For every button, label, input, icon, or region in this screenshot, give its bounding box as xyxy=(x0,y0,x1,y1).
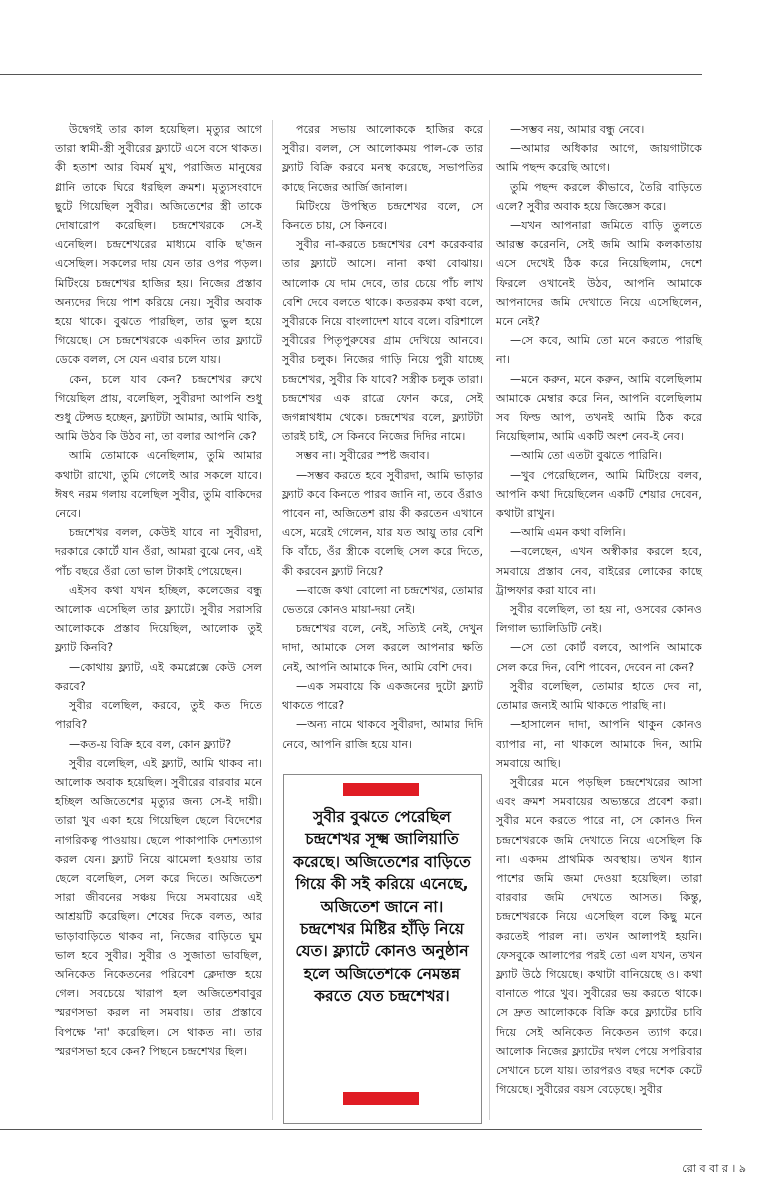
paragraph: —অন্য নামে থাকবে সুবীরদা, আমার দিদি নেবে, আপনি রাজি হয়ে যান। xyxy=(282,718,483,751)
paragraph: চন্দ্রশেখর বলল, কেউই যাবে না সুবীরদা, দরকারে কোর্টে যান ওঁরা, আমরা বুঝে নেব, এই পাঁচ বছরে ওঁরা তো ভাল টাকাই পেয়েছেন। xyxy=(55,526,262,578)
paragraph: সুবীর না-করতে চন্দ্রশেখর বেশ করেকবার তার ফ্ল্যাটে আসে। নানা কথা বোঝায়। আলোক যে দাম দেবে, তার চেয়ে পাঁচ লাখ বেশি দেবে বলতে থাকে। কতরকম কথা বলে, সুবীরকে নিয়ে বাংলাদেশ যাবে বলে। বরিশালে সুবীরের পিতৃপুরুষের গ্রাম দেখিয়ে আনবে। সুবীর চলুক। নিজের গাড়ি নিয়ে পুরী যাচ্ছে চন্দ্রশেখর, সুবীর কি যাবে? সস্ত্রীক চলুক তারা। চন্দ্রশেখর এক রাত্রে ফোন করে, সেই জগন্নাথধাম থেকে। চন্দ্রশেখর বলে, ফ্ল্যাটটা তারই চাই, সে কিনবে নিজের দিদির নামে। xyxy=(282,238,483,444)
paragraph: চন্দ্রশেখর বলে, নেই, সত্যিই নেই, দেখুন দাদা, আমাকে সেল করলে আপনার ক্ষতি নেই, আপনি আমাকে দিন, আমি বেশি দেব। xyxy=(282,622,483,674)
paragraph: —সে তো কোর্ট বলবে, আপনি আমাকে সেল করে দিন, বেশি পাবেন, দেবেন না কেন? xyxy=(496,641,702,674)
paragraph: —সম্ভব করতে হবে সুবীরদা, আমি ভাড়ার ফ্ল্যাট কবে কিনতে পারব জানি না, তবে ওঁরাও পাবেন না, অজিতেশ রায় কী করতেন এখানে এসে, মরেই গেলেন, যার যত আয়ু তার বেশি কি বাঁচে, ওঁর স্ত্রীকে বলেছি সেল করে দিতে, কী করবেন ফ্ল্যাট নিয়ে? xyxy=(282,468,483,578)
pull-quote-top-bar xyxy=(343,783,419,796)
paragraph: —আমি তো এতটা বুঝতে পারিনি। xyxy=(510,449,662,463)
pull-quote: সুবীর বুঝতে পেরেছিল চন্দ্রশেখর সূক্ষ্ম জালিয়াতি করেছে। অজিতেশের বাড়িতে গিয়ে কী সই করিয়ে এনেছে, অজিতেশ জানে না। চন্দ্রশেখর মিষ্টির হাঁড়ি নিয়ে যেত। ফ্ল্যাটে কোনও অনুষ্ঠান হলে অজিতেশকে নেমন্তন্ন করতে যেত চন্দ্রশেখর। xyxy=(293,808,471,1006)
page-footer: রো ব বা র । ৯ xyxy=(682,1162,746,1175)
paragraph: —আমার অধিকার আগে, জায়গাটাকে আমি পছন্দ করেছি আগে। xyxy=(496,142,702,175)
paragraph: —হাসালেন দাদা, আপনি থাকুন কোনও ব্যাপার না, না থাকলে আমাকে দিন, আমি সমবায়ে আছি। xyxy=(496,718,702,770)
paragraph: সুবীর বলেছিল, এই ফ্ল্যাট, আমি থাকব না। আলোক অবাক হয়েছিল। সুবীরের বারবার মনে হচ্ছিল অজিতেশের মৃত্যুর জন্য সে-ই দায়ী। তারা খুব একা হয়ে গিয়েছিল ছেলে বিদেশের নাগরিকত্ব পাওয়ায়। ছেলে পাকাপাকি দেশত্যাগ করল যেন। ফ্ল্যাট নিয়ে ঝামেলা হওয়ায় তার ছেলে বলেছিল, সেল করে দিতে। অজিতেশ সারা জীবনের সঞ্চয় দিয়ে সমবায়ের এই আশ্রয়টি করেছিল। শেষের দিকে বলত, আর ভাড়াবাড়িতে থাকব না, নিজের বাড়িতে ঘুম ভাল হবে সুবীর। সুবীর ও সুজাতা ভাবছিল, অনিকেত নিকেতনের পরিবেশ ক্লেদাক্ত হয়ে গেল। সবচেয়ে খারাপ হল অজিতেশবাবুর স্মরণসভা করল না সমবায়। তার প্রস্তাবে বিপক্ষে 'না' করেছিল। সে থাকত না। তার স্মরণসভা হবে কেন? পিছনে চন্দ্রশেখর ছিল। xyxy=(55,756,262,1058)
paragraph: —বাজে কথা বোলো না চন্দ্রশেখর, তোমার ভেতরে কোনও মায়া-দয়া নেই। xyxy=(282,583,483,617)
pull-quote-bottom-bar xyxy=(343,1092,419,1105)
paragraph: মিটিংয়ে উপস্থিত চন্দ্রশেখর বলে, সে কিনতে চায়, সে কিনবে। xyxy=(282,199,483,233)
paragraph: —মনে করুন, মনে করুন, আমি বলেছিলাম আমাকে মেম্বার করে নিন, আপনি বলেছিলাম সব ফিল্ড আপ, তখনই আমি ঠিক করে নিয়েছিলাম, আমি একটি অংশ নেব-ই নেব। xyxy=(496,372,702,444)
paragraph: —বলেছেন, এখন অস্বীকার করলে হবে, সমবায়ে প্রস্তাব নেব, বাইরের লোকের কাছে ট্রান্সফার করা যাবে না। xyxy=(496,545,702,597)
paragraph: কেন, চলে যাব কেন? চন্দ্রশেখর রুখে গিয়েছিল প্রায়, বলেছিল, সুবীরদা আপনি শুধু শুধু টেন্সড হচ্ছেন, ফ্ল্যাটটা আমার, আমি থাকি, আমি উঠব কি উঠব না, তা বলার আপনি কে? xyxy=(55,372,262,444)
paragraph: —সে কবে, আমি তো মনে করতে পারছি না। xyxy=(496,334,702,367)
paragraph: —আমি এমন কথা বলিনি। xyxy=(510,526,626,540)
bottom-rule xyxy=(0,1129,702,1130)
paragraph: তুমি পছন্দ করলে কীভাবে, তৈরি বাড়িতে এলে? সুবীর অবাক হয়ে জিজ্ঞেস করে। xyxy=(496,180,702,213)
article-column-1 xyxy=(55,120,262,1061)
column-divider xyxy=(272,120,273,1120)
paragraph: সুবীরের মনে পড়ছিল চন্দ্রশেখরের আসা এবং ক্রমশ সমবায়ের অভ্যন্তরে প্রবেশ করা। সুবীর মনে করতে পারে না, সে কোনও দিন চন্দ্রশেখরকে জমি দেখাতে নিয়ে এসেছিল কি না। একদম প্রাথমিক অবস্থায়। তখন ধ্যান পাশের জমি জমা দেওয়া হয়েছিল। তারা বারবার জমি দেখতে আসত। কিন্তু, চন্দ্রশেখরকে নিয়ে এসেছিল বলে কিছু মনে করতেই পারল না। তখন আলাপই হয়নি। ফেসবুকে আলাপের পরই তো এল যখন, তখন ফ্ল্যাট উঠে গিয়েছে। কথাটা বানিয়েছে ও। কথা বানাতে পারে খুব। সুবীরের ভয় করতে থাকে। সে দ্রুত আলোককে বিক্রি করে ফ্ল্যাটের চাবি দিয়ে সেই অনিকেত নিকেতন ত্যাগ করে। আলোক নিজের ফ্ল্যাটের দখল পেয়ে সপরিবার সেখানে চলে যায়। তারপরও বছর দশেক কেটে গিয়েছে। সুবীরের বয়স বেড়েছে। সুবীর xyxy=(496,775,702,1097)
paragraph: —খুব পেরেছিলেন, আমি মিটিংয়ে বলব, আপনি কথা দিয়েছিলেন একটি শেয়ার দেবেন, কথাটা রাখুন। xyxy=(496,468,702,521)
paragraph: সুবীর বলেছিল, করবে, তুই কত দিতে পারবি? xyxy=(55,699,262,732)
column-divider xyxy=(489,120,490,1120)
paragraph: —এক সমবায়ে কি একজনের দুটো ফ্ল্যাট থাকতে পারে? xyxy=(282,679,483,713)
paragraph: সুবীর বলেছিল, তোমার হাতে দেব না, তোমার জন্যই আমি থাকতে পারছি না। xyxy=(496,679,702,713)
paragraph: এইসব কথা যখন হচ্ছিল, কলেজের বন্ধু আলোক এসেছিল তার ফ্ল্যাটে। সুবীর সরাসরি আলোককে প্রস্তাব দিয়েছিল, আলোক তুই ফ্ল্যাট কিনবি? xyxy=(55,583,262,655)
paragraph: উদ্বেগই তার কাল হয়েছিল। মৃত্যুর আগে তারা স্বামী-স্ত্রী সুবীরের ফ্ল্যাটে এসে বসে থাকত। কী হতাশ আর বিমর্ষ মুখ, পরাজিত মানুষের গ্লানি তাকে ঘিরে ধরছিল ক্রমশ। মৃত্যুসংবাদে ছুটে গিয়েছিল সুবীর। অজিতেশের স্ত্রী তাকে দোষারোপ করেছিল। চন্দ্রশেখরকে সে-ই এনেছিল। চন্দ্রশেখরের মাধ্যমে বাকি ছ'জন এসেছিল। সকলের দায় যেন তার ওপর পড়ল। মিটিংয়ে চন্দ্রশেখর হাজির হয়। নিজের প্রস্তাব অন্যদের দিয়ে পাশ করিয়ে নেয়। সুবীর অবাক হয়ে থাকে। বুঝতে পারছিল, তার ভুল হয়ে গিয়েছে। সে চন্দ্রশেখরকে একদিন তার ফ্ল্যাটে ডেকে বলল, সে যেন এবার চলে যায়। xyxy=(55,123,262,367)
paragraph: —যখন আপনারা জমিতে বাড়ি তুলতে আরম্ভ করেননি, সেই জমি আমি কলকাতায় এসে দেখেই ঠিক করে নিয়েছিলাম, দেশে ফিরলে ওখানেই উঠব, আপনি আমাকে আপনাদের জমি দেখাতে নিয়ে এসেছিলেন, মনে নেই? xyxy=(496,219,702,329)
paragraph: সম্ভব না। সুবীরের স্পষ্ট জবাব। xyxy=(296,449,430,463)
article-column-3 xyxy=(496,120,702,1099)
paragraph: পরের সভায় আলোককে হাজির করে সুবীর। বলল, সে আলোকময় পাল-কে তার ফ্ল্যাট বিক্রি করবে মনস্থ করেছে, সভাপতির কাছে নিজের আর্জি জানাল। xyxy=(282,123,483,194)
article-column-2 xyxy=(282,120,483,754)
paragraph: —কোথায় ফ্ল্যাট, এই কমপ্লেক্সে কেউ সেল করবে? xyxy=(55,660,262,693)
paragraph: —সম্ভব নয়, আমার বন্ধু নেবে। xyxy=(510,123,645,136)
paragraph: —কত-য় বিক্রি হবে বল, কোন ফ্ল্যাট? xyxy=(69,737,232,751)
paragraph: আমি তোমাকে এনেছিলাম, তুমি আমার কথাটা রাখো, তুমি গেলেই আর সকলে যাবে। ঈষৎ নরম গলায় বলেছিল সুবীর, তুমি বাকিদের নেবে। xyxy=(55,449,262,521)
paragraph: সুবীর বলেছিল, তা হয় না, ওসবের কোনও লিগাল ভ্যালিডিটি নেই। xyxy=(496,603,702,636)
top-rule xyxy=(0,74,702,75)
